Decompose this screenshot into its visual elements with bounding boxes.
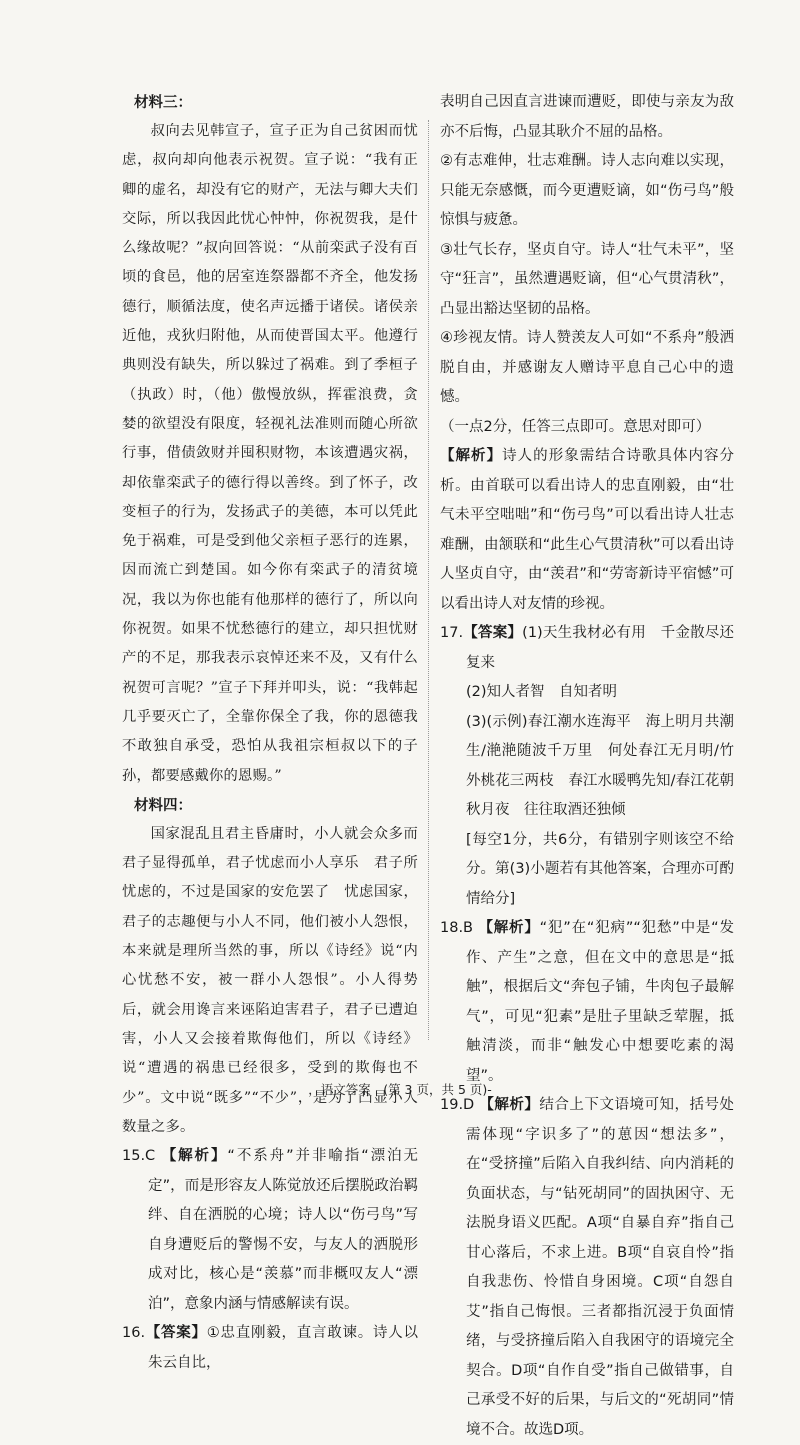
q17-number: 17.: [440, 625, 464, 641]
q15-text: “不系舟”并非喻指“漂泊无定”，而是形容友人陈觉放还后摆脱政治羁绊、自在洒脱的心境；诗人以“伤弓鸟”写自身遭贬后的警惕不安，与友人的洒脱形成对比，核心是“羡慕”而非概叹友人“漂泊”，意象内涵与情感解读有误。: [148, 1148, 418, 1312]
q15-tag: 【解析】: [161, 1148, 228, 1165]
left-column: [122, 88, 418, 1378]
q17-scoring: [每空1分，共6分，有错别字则该空不给分。第(3)小题若有其他答案，合理亦可酌情给分]: [466, 831, 734, 907]
q16-continued: 表明自己因直言进谏而遭贬，即使与亲友为敌亦不后悔，凸显其耿介不屈的品格。: [440, 94, 734, 140]
q16-point-4: ④珍视友情。诗人赞羡友人可如“不系舟”般洒脱自由，并感谢友人赠诗平息自己心中的遗憾。: [440, 330, 734, 405]
q16-text: ①忠直刚毅，直言敢谏。诗人以朱云自比，: [148, 1325, 418, 1371]
question-17: [440, 619, 734, 678]
q16-number: 16.: [122, 1325, 146, 1342]
material3-heading: 材料三：: [134, 94, 192, 111]
q17-answer-2: (2)知人者智 自知者明: [466, 684, 618, 700]
column-divider: [428, 120, 429, 1040]
q16-point-2: ②有志难伸，壮志难酬。诗人志向难以实现，只能无奈感慨，而今更遭贬谪，如“伤弓鸟”般惊惧与疲惫。: [440, 153, 734, 228]
q16-analysis-tag: 【解析】: [440, 448, 503, 464]
q16-scoring: （一点2分，任答三点即可。意思对即可）: [440, 418, 711, 435]
question-15: [122, 1142, 418, 1319]
q19-text: 结合上下文语境可知，括号处需体现“字识多了”的葸因“想法多”，在“受挤撞”后陷入自我纠结、向内消耗的负面状态，与“钻死胡同”的固执困守、无法脱身语义匹配。A项“自暴自弃”指自己甘心落后，不求上进。B项“自哀自怜”指自我悲伤、怜惜自身困境。C项“自怨自艾”指自己悔恨。三者都指沉浸于负面情绪，与受挤撞后陷入自我困守的语境完全契合。D项“自作自受”指自己做错事，自己承受不好的后果，与后文的“死胡同”情境不合。故选D项。: [466, 1097, 735, 1438]
q19-number: 19.D: [440, 1097, 475, 1113]
q15-number: 15.C: [122, 1148, 156, 1165]
q16-analysis-text: 诗人的形象需结合诗歌具体内容分析。由首联可以看出诗人的忠直刚毅，由“壮气未平空咄咄”和“伤弓鸟”可以看出诗人壮志难酬，由颔联和“此生心气贯清秋”可以看出诗人坚贞自守，由“羡君”和“劳寄新诗平宿憾”可以看出诗人对友情的珍视。: [440, 448, 735, 612]
q18-text: “犯”在“犯病”“犯愁”中是“发作、产生”之意，但在文中的意思是“抵触”，根据后文“奔包子铺，牛肉包子最解气”，可见“犯素”是肚子里缺乏荤腥，抵触清淡，而非“触发心中想要吃素的渴望”。: [466, 920, 734, 1084]
question-16: [122, 1319, 418, 1378]
q18-number: 18.B: [440, 920, 474, 936]
material3-text: 叔向去见韩宣子，宣子正为自己贫困而忧虑，叔向却向他表示祝贺。宣子说：“我有正卿的虚名，却没有它的财产，无法与卿大夫们交际，所以我因此忧心忡忡，你祝贺我，是什么缘故呢？”叔向回答说：“从前栾武子没有百顷的食邑，他的居室连祭器都不齐全，他发扬德行，顺循法度，使名声远播于诸侯。诸侯亲近他，戎狄归附他，从而使晋国太平。他遵行典则没有缺失，所以躲过了祸难。到了季桓子（执政）时，（他）傲慢放纵，挥霍浪费，贪婪的欲望没有限度，轻视礼法准则而随心所欲行事，借债敛财并囤积财物，本该遭遇灾祸，却依靠栾武子的德行得以善终。到了怀子，改变桓子的行为，发扬武子的美德，本可以凭此免于祸难，可是受到他父亲桓子恶行的连累，因而流亡到楚国。如今你有栾武子的清贫境况，我以为你也能有他那样的德行了，所以向你祝贺。如果不忧愁德行的建立，却只担忧财产的不足，那我表示哀悼还来不及，又有什么祝贺可言呢？”宣子下拜并叩头，说：“我韩起几乎要灭亡了，全靠你保全了我，你的恩德我不敢独自承受，恐怕从我祖宗桓叔以下的子孙，都要感戴你的恩赐。”: [122, 123, 418, 784]
material4-text: 国家混乱且君主昏庸时，小人就会众多而君子显得孤单，君子忧虑而小人享乐 君子所忧虑的，不过是国家的安危罢了 忧虑国家，君子的志趣便与小人不同，他们被小人怨恨，本来就是理所当然的事，所以《诗经》说“内心忧愁不安，被一群小人怨恨”。小人得势后，就会用谗言来诬陷迫害君子，君子已遭迫害，小人又会接着欺侮他们，所以《诗经》说“遭遇的祸患已经很多，受到的欺侮也不少”。文中说“既多”“不少”，是为了凸显小人数量之多。: [122, 825, 418, 1135]
material4-heading: 材料四：: [134, 796, 192, 814]
q16-point-3: ③壮气长存，坚贞自守。诗人“壮气未平”，坚守“狂言”，虽然遭遇贬谪，但“心气贯清秋”，凸显出豁达坚韧的品格。: [440, 241, 734, 317]
q16-tag: 【答案】: [145, 1325, 207, 1342]
q19-tag: 【解析】: [479, 1097, 540, 1113]
question-18: [440, 914, 734, 1091]
right-column: [440, 88, 734, 1445]
q17-answer-1: (1)天生我材必有用 千金散尽还复来: [466, 625, 735, 671]
q16-analysis: [440, 442, 734, 619]
page-footer: ，语文答案 (第 3 页，共 5 页)-: [308, 1082, 492, 1097]
q17-tag: 【答案】: [463, 625, 523, 641]
q18-tag: 【解析】: [478, 920, 540, 936]
question-19: [440, 1091, 734, 1445]
q17-answer-3: (3)(示例)春江潮水连海平 海上明月共潮生/滟滟随波千万里 何处春江无月明/竹外桃花三两枝 春江水暖鸭先知/春江花朝秋月夜 往往取酒还独倾: [466, 713, 734, 818]
